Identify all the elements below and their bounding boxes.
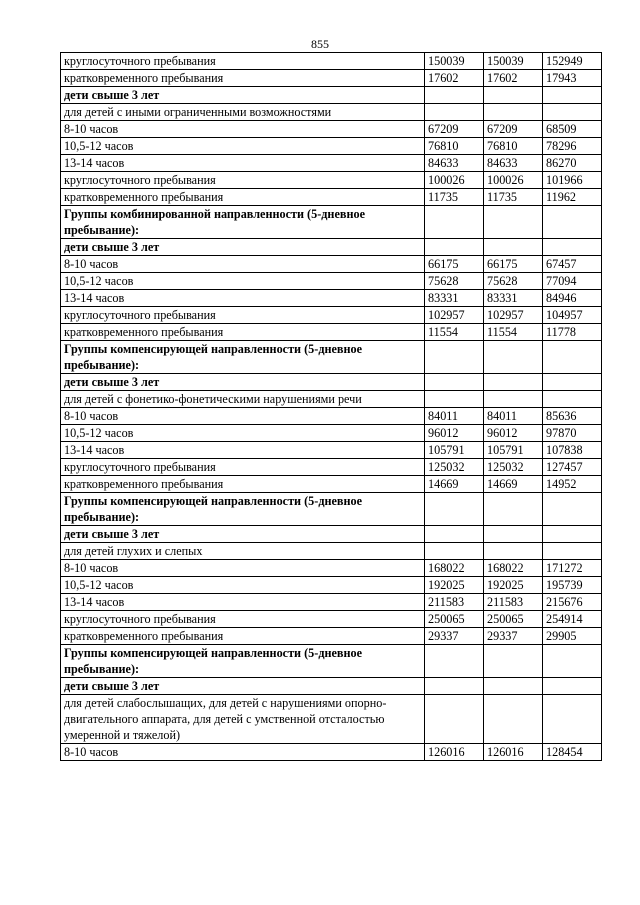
row-value-2: 96012 (484, 425, 543, 442)
row-label: дети свыше 3 лет (61, 374, 425, 391)
row-value-2 (484, 341, 543, 374)
row-label: дети свыше 3 лет (61, 87, 425, 104)
row-value-3: 17943 (543, 70, 602, 87)
row-value-1: 250065 (425, 611, 484, 628)
row-value-2: 67209 (484, 121, 543, 138)
row-value-1: 29337 (425, 628, 484, 645)
row-value-2: 66175 (484, 256, 543, 273)
row-label: круглосуточного пребывания (61, 611, 425, 628)
row-value-3 (543, 206, 602, 239)
row-value-3: 11778 (543, 324, 602, 341)
row-value-2: 75628 (484, 273, 543, 290)
table-row (61, 577, 602, 594)
row-value-2 (484, 206, 543, 239)
row-label: кратковременного пребывания (61, 70, 425, 87)
row-label: 13-14 часов (61, 155, 425, 172)
table-row (61, 239, 602, 256)
row-value-3: 215676 (543, 594, 602, 611)
row-label: 10,5-12 часов (61, 425, 425, 442)
row-label: дети свыше 3 лет (61, 678, 425, 695)
row-label: Группы компенсирующей направленности (5-дневное пребывание): (61, 645, 425, 678)
row-value-1 (425, 645, 484, 678)
row-value-3 (543, 104, 602, 121)
row-label: круглосуточного пребывания (61, 172, 425, 189)
row-value-2 (484, 87, 543, 104)
row-label: кратковременного пребывания (61, 628, 425, 645)
table-row (61, 256, 602, 273)
table-row (61, 172, 602, 189)
row-value-2 (484, 493, 543, 526)
row-label: для детей с иными ограниченными возможностями (61, 104, 425, 121)
row-label: кратковременного пребывания (61, 189, 425, 206)
table-row (61, 594, 602, 611)
table-row (61, 307, 602, 324)
row-value-3: 254914 (543, 611, 602, 628)
table-row (61, 121, 602, 138)
row-value-2 (484, 645, 543, 678)
row-value-1 (425, 206, 484, 239)
row-value-1: 11554 (425, 324, 484, 341)
row-value-1: 192025 (425, 577, 484, 594)
table-row (61, 155, 602, 172)
row-value-1 (425, 239, 484, 256)
row-label: 13-14 часов (61, 594, 425, 611)
row-label: 8-10 часов (61, 744, 425, 761)
row-value-2: 250065 (484, 611, 543, 628)
table-row (61, 526, 602, 543)
row-value-3 (543, 493, 602, 526)
row-value-2 (484, 526, 543, 543)
row-label: дети свыше 3 лет (61, 526, 425, 543)
row-value-1 (425, 374, 484, 391)
row-value-3 (543, 391, 602, 408)
row-value-1 (425, 87, 484, 104)
table-row (61, 87, 602, 104)
table-row (61, 290, 602, 307)
row-value-3 (543, 543, 602, 560)
row-value-2: 211583 (484, 594, 543, 611)
row-value-2: 83331 (484, 290, 543, 307)
row-value-3: 11962 (543, 189, 602, 206)
row-value-1: 14669 (425, 476, 484, 493)
table-row (61, 189, 602, 206)
row-value-2: 17602 (484, 70, 543, 87)
row-label: для детей глухих и слепых (61, 543, 425, 560)
row-value-1 (425, 526, 484, 543)
table-row (61, 374, 602, 391)
row-value-1 (425, 104, 484, 121)
row-value-3: 85636 (543, 408, 602, 425)
row-value-2: 102957 (484, 307, 543, 324)
row-value-1: 150039 (425, 53, 484, 70)
row-value-2: 29337 (484, 628, 543, 645)
row-value-3: 14952 (543, 476, 602, 493)
row-value-3 (543, 526, 602, 543)
row-value-3: 107838 (543, 442, 602, 459)
row-label: 8-10 часов (61, 408, 425, 425)
row-value-3: 78296 (543, 138, 602, 155)
table-row (61, 206, 602, 239)
row-value-1 (425, 695, 484, 744)
row-value-3: 84946 (543, 290, 602, 307)
table-row (61, 543, 602, 560)
row-value-1: 102957 (425, 307, 484, 324)
table-row (61, 611, 602, 628)
row-value-1 (425, 543, 484, 560)
row-value-2: 100026 (484, 172, 543, 189)
row-value-2: 192025 (484, 577, 543, 594)
row-value-2 (484, 239, 543, 256)
row-value-2: 105791 (484, 442, 543, 459)
row-value-3: 67457 (543, 256, 602, 273)
row-value-2: 125032 (484, 459, 543, 476)
row-value-1: 126016 (425, 744, 484, 761)
row-value-1: 76810 (425, 138, 484, 155)
table-row (61, 476, 602, 493)
row-value-3: 104957 (543, 307, 602, 324)
row-label: для детей с фонетико-фонетическими нарушениями речи (61, 391, 425, 408)
row-label: 8-10 часов (61, 121, 425, 138)
row-value-3 (543, 87, 602, 104)
table-row (61, 273, 602, 290)
row-value-3: 68509 (543, 121, 602, 138)
row-label: 13-14 часов (61, 442, 425, 459)
row-value-1 (425, 341, 484, 374)
row-value-2 (484, 678, 543, 695)
row-value-1: 100026 (425, 172, 484, 189)
row-value-1: 168022 (425, 560, 484, 577)
row-label: 10,5-12 часов (61, 577, 425, 594)
row-value-3 (543, 341, 602, 374)
row-value-1 (425, 493, 484, 526)
table-row (61, 493, 602, 526)
row-value-1: 17602 (425, 70, 484, 87)
row-label: 10,5-12 часов (61, 273, 425, 290)
table-row (61, 138, 602, 155)
row-label: 13-14 часов (61, 290, 425, 307)
row-value-3: 97870 (543, 425, 602, 442)
row-value-3: 127457 (543, 459, 602, 476)
row-value-1: 75628 (425, 273, 484, 290)
row-value-1: 211583 (425, 594, 484, 611)
row-value-3: 128454 (543, 744, 602, 761)
table-row (61, 341, 602, 374)
row-value-2: 14669 (484, 476, 543, 493)
table-row (61, 442, 602, 459)
row-value-2: 11554 (484, 324, 543, 341)
row-value-2 (484, 391, 543, 408)
table-row (61, 425, 602, 442)
row-value-2: 84011 (484, 408, 543, 425)
row-label: 8-10 часов (61, 256, 425, 273)
row-value-2: 76810 (484, 138, 543, 155)
row-value-1: 105791 (425, 442, 484, 459)
page-number: 855 (311, 37, 329, 51)
row-value-3: 195739 (543, 577, 602, 594)
row-value-3: 86270 (543, 155, 602, 172)
table-body (61, 53, 602, 761)
row-value-2 (484, 543, 543, 560)
table-row (61, 744, 602, 761)
row-value-2: 150039 (484, 53, 543, 70)
row-value-3: 171272 (543, 560, 602, 577)
table-row (61, 324, 602, 341)
row-value-3: 101966 (543, 172, 602, 189)
row-value-1: 11735 (425, 189, 484, 206)
table-row (61, 695, 602, 744)
table-row (61, 53, 602, 70)
row-value-1 (425, 391, 484, 408)
row-value-1: 96012 (425, 425, 484, 442)
row-value-2 (484, 695, 543, 744)
row-value-2: 168022 (484, 560, 543, 577)
table-row (61, 408, 602, 425)
table-row (61, 678, 602, 695)
row-value-2 (484, 104, 543, 121)
row-value-1: 67209 (425, 121, 484, 138)
row-value-3 (543, 374, 602, 391)
row-label: для детей слабослышащих, для детей с нарушениями опорно-двигательного аппарата, для детей с умственной отсталостью умеренной и тяжелой) (61, 695, 425, 744)
row-label: Группы компенсирующей направленности (5-дневное пребывание): (61, 341, 425, 374)
table-row (61, 628, 602, 645)
row-value-3 (543, 695, 602, 744)
row-value-2: 11735 (484, 189, 543, 206)
row-label: кратковременного пребывания (61, 476, 425, 493)
row-label: круглосуточного пребывания (61, 53, 425, 70)
row-value-1: 83331 (425, 290, 484, 307)
row-value-3: 152949 (543, 53, 602, 70)
row-label: кратковременного пребывания (61, 324, 425, 341)
table-row (61, 560, 602, 577)
row-label: Группы комбинированной направленности (5-дневное пребывание): (61, 206, 425, 239)
row-value-3 (543, 678, 602, 695)
table-row (61, 459, 602, 476)
row-value-1: 66175 (425, 256, 484, 273)
row-value-1: 84011 (425, 408, 484, 425)
row-value-1 (425, 678, 484, 695)
row-value-1: 125032 (425, 459, 484, 476)
row-value-3: 29905 (543, 628, 602, 645)
table-row (61, 104, 602, 121)
row-label: дети свыше 3 лет (61, 239, 425, 256)
row-label: 8-10 часов (61, 560, 425, 577)
row-label: круглосуточного пребывания (61, 459, 425, 476)
row-value-2: 84633 (484, 155, 543, 172)
row-value-3 (543, 645, 602, 678)
row-label: 10,5-12 часов (61, 138, 425, 155)
row-label: круглосуточного пребывания (61, 307, 425, 324)
row-value-2 (484, 374, 543, 391)
row-value-1: 84633 (425, 155, 484, 172)
table-row (61, 391, 602, 408)
row-value-3: 77094 (543, 273, 602, 290)
row-label: Группы компенсирующей направленности (5-дневное пребывание): (61, 493, 425, 526)
row-value-3 (543, 239, 602, 256)
tariff-table (60, 52, 602, 761)
row-value-2: 126016 (484, 744, 543, 761)
table-row (61, 645, 602, 678)
table-row (61, 70, 602, 87)
